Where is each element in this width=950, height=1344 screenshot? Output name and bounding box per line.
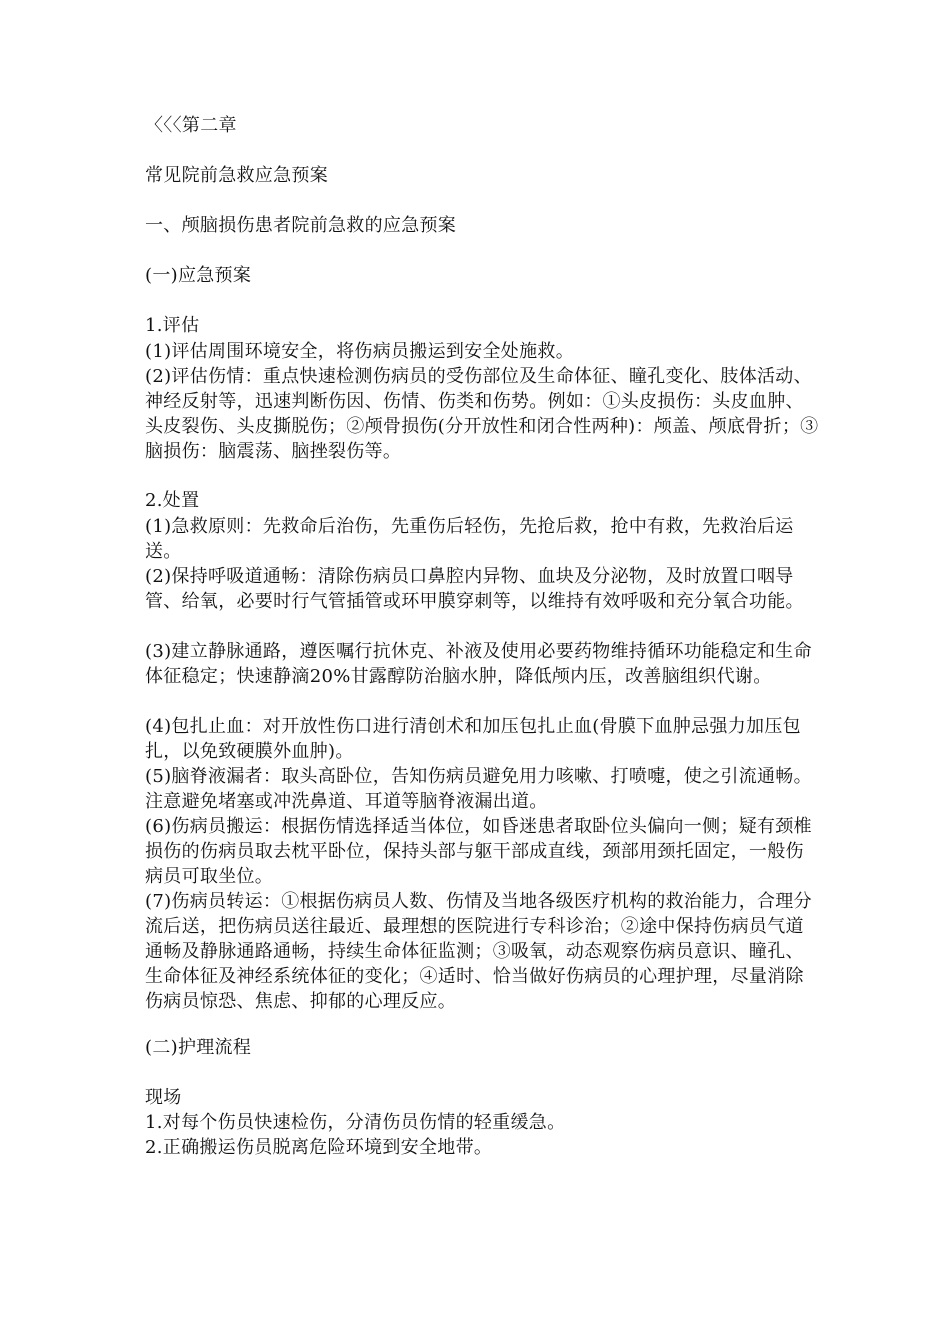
- subsection-heading: (一)应急预案: [145, 265, 252, 286]
- assessment-paragraph: (2)评估伤情：重点快速检测伤病员的受伤部位及生命体征、瞳孔变化、肢体活动、神经反射等，迅速判断伤因、伤情、伤类和伤势。例如：①头皮损伤：头皮血肿、头皮裂伤、头皮撕脱伤；②颅骨损伤(分开放性和闭合性两种)：颅盖、颅底骨折；③脑损伤：脑震荡、脑挫裂伤等。: [145, 366, 819, 462]
- scene-heading: 现场: [145, 1087, 182, 1108]
- section-heading: 一、颅脑损伤患者院前急救的应急预案: [145, 215, 457, 236]
- treatment-heading: 2.处置: [145, 490, 200, 511]
- list-item: 1.对每个伤员快速检伤，分清伤员伤情的轻重缓急。: [145, 1112, 566, 1133]
- subsection-heading: (二)护理流程: [145, 1037, 252, 1058]
- assessment-paragraph: (1)评估周围环境安全，将伤病员搬运到安全处施救。: [145, 341, 574, 362]
- treatment-paragraph: (2)保持呼吸道通畅：清除伤病员口鼻腔内异物、血块及分泌物，及时放置口咽导管、给氧，必要时行气管插管或环甲膜穿刺等，以维持有效呼吸和充分氧合功能。: [145, 566, 804, 612]
- document-title: 常见院前急救应急预案: [145, 165, 328, 186]
- list-item: 2.正确搬运伤员脱离危险环境到安全地带。: [145, 1137, 493, 1158]
- treatment-paragraph: (5)脑脊液漏者：取头高卧位，告知伤病员避免用力咳嗽、打喷嚏，使之引流通畅。注意避免堵塞或冲洗鼻道、耳道等脑脊液漏出道。: [145, 766, 812, 812]
- chapter-heading: 〈〈〈第二章: [145, 115, 237, 136]
- assessment-heading: 1.评估: [145, 315, 200, 336]
- treatment-paragraph: (7)伤病员转运：①根据伤病员人数、伤情及当地各级医疗机构的救治能力，合理分流后送，把伤病员送往最近、最理想的医院进行专科诊治；②途中保持伤病员气道通畅及静脉通路通畅，持续生命体征监测；③吸氧，动态观察伤病员意识、瞳孔、生命体征及神经系统体征的变化；④适时、恰当做好伤病员的心理护理，尽量消除伤病员惊恐、焦虑、抑郁的心理反应。: [145, 891, 812, 1012]
- treatment-paragraph: (1)急救原则：先救命后治伤，先重伤后轻伤，先抢后救，抢中有救，先救治后运送。: [145, 516, 794, 562]
- treatment-paragraph: (4)包扎止血：对开放性伤口进行清创术和加压包扎止血(骨膜下血肿忌强力加压包扎，以免致硬膜外血肿)。: [145, 716, 801, 762]
- treatment-paragraph: (6)伤病员搬运：根据伤情选择适当体位，如昏迷患者取卧位头偏向一侧；疑有颈椎损伤的伤病员取去枕平卧位，保持头部与躯干部成直线，颈部用颈托固定，一般伤病员可取坐位。: [145, 816, 812, 887]
- treatment-paragraph: (3)建立静脉通路，遵医嘱行抗休克、补液及使用必要药物维持循环功能稳定和生命体征稳定；快速静滴20%甘露醇防治脑水肿，降低颅内压，改善脑组织代谢。: [145, 641, 812, 687]
